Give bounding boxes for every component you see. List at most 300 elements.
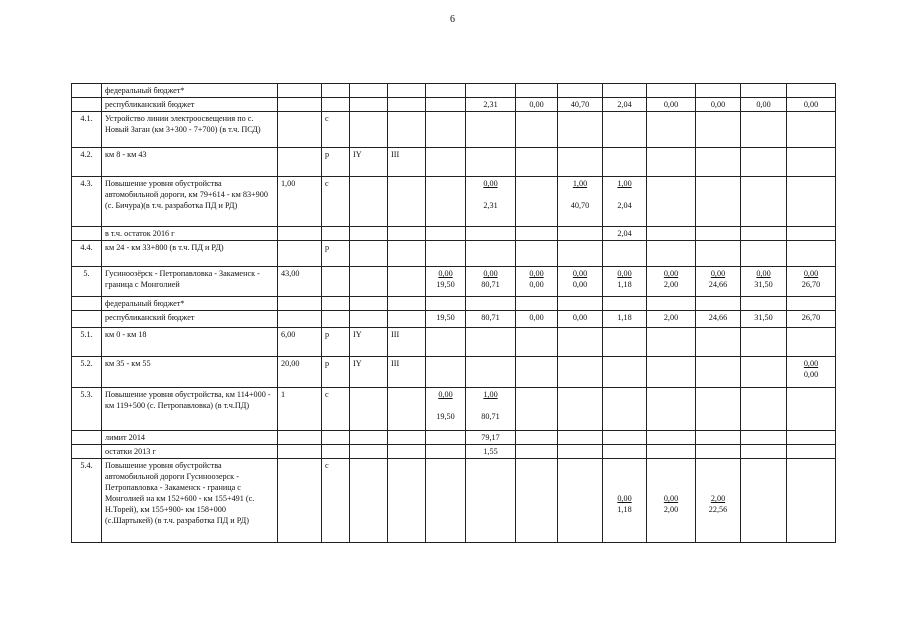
year-value-cell [466, 84, 516, 98]
row-name: в т.ч. остаток 2016 г [102, 227, 278, 241]
year-value-cell [426, 267, 466, 297]
year-value-cell [741, 311, 787, 328]
table-row [72, 98, 836, 112]
row-length [278, 98, 322, 112]
year-value-cell [696, 148, 741, 177]
year-value-cell [647, 227, 696, 241]
year-value-cell [741, 227, 787, 241]
year-value-cell [647, 267, 696, 297]
row-length [278, 459, 322, 543]
cell-value: 19,50 [436, 313, 455, 322]
table-row [72, 357, 836, 388]
row-length [278, 431, 322, 445]
cell-value: 0,00 [617, 494, 632, 503]
row-tech-class [388, 267, 426, 297]
year-value-cell [558, 112, 603, 148]
year-value-cell [466, 445, 516, 459]
year-value-cell [516, 241, 558, 267]
year-value-cell [647, 297, 696, 311]
year-value-cell [466, 227, 516, 241]
year-value-cell [696, 459, 741, 543]
row-work-type [322, 227, 350, 241]
cell-value: 24,66 [708, 280, 728, 289]
row-number: 5. [72, 267, 102, 297]
year-value-cell [741, 148, 787, 177]
year-value-cell [647, 459, 696, 543]
year-value-cell [696, 297, 741, 311]
table-row [72, 227, 836, 241]
year-value-cell [787, 148, 836, 177]
year-value-cell [647, 98, 696, 112]
cell-value: 0,00 [617, 269, 632, 278]
table-row [72, 241, 836, 267]
row-category [350, 84, 388, 98]
row-tech-class [388, 297, 426, 311]
year-value-cell [603, 357, 647, 388]
year-value-cell [426, 459, 466, 543]
year-value-cell [558, 297, 603, 311]
cell-value: 1,55 [483, 447, 498, 456]
year-value-cell [516, 388, 558, 431]
row-name: Гусиноозёрск - Петропавловка - Закаменск - граница с Монголией [102, 267, 278, 297]
year-value-cell [558, 459, 603, 543]
year-value-cell [603, 177, 647, 227]
cell-value: 2,31 [483, 201, 498, 210]
cell-value: 0,00 [483, 179, 498, 188]
row-length [278, 297, 322, 311]
year-value-cell [426, 297, 466, 311]
year-value-cell [787, 459, 836, 543]
cell-value: 79,17 [481, 433, 500, 442]
year-value-cell [787, 388, 836, 431]
year-value-cell [426, 98, 466, 112]
cell-value: 1,00 [617, 179, 632, 188]
cell-value: 26,70 [801, 313, 821, 322]
row-work-type: с [322, 177, 350, 227]
row-category [350, 388, 388, 431]
row-category [350, 241, 388, 267]
row-work-type: р [322, 241, 350, 267]
cell-value: 0,00 [529, 100, 544, 109]
row-name: км 35 - км 55 [102, 357, 278, 388]
year-value-cell [466, 431, 516, 445]
year-value-cell [466, 297, 516, 311]
year-value-cell [558, 357, 603, 388]
table-row [72, 177, 836, 227]
cell-value: 24,66 [708, 313, 728, 322]
row-length [278, 148, 322, 177]
year-value-cell [516, 328, 558, 357]
cell-value: 26,70 [801, 280, 821, 289]
row-name: Устройство линии электроосвещения по с. Новый Заган (км 3+300 - 7+700) (в т.ч. ПСД) [102, 112, 278, 148]
cell-value: 0,00 [803, 100, 819, 109]
year-value-cell [558, 227, 603, 241]
year-value-cell [647, 148, 696, 177]
row-tech-class [388, 98, 426, 112]
year-value-cell [787, 357, 836, 388]
row-work-type [322, 297, 350, 311]
row-work-type: р [322, 328, 350, 357]
year-value-cell [466, 357, 516, 388]
row-category [350, 297, 388, 311]
cell-value: 2,00 [663, 505, 679, 514]
cell-value: 0,00 [572, 313, 588, 322]
spacer [650, 482, 692, 493]
cell-value: 1,00 [483, 390, 498, 399]
cell-value: 0,00 [756, 100, 771, 109]
year-value-cell [466, 267, 516, 297]
spacer [699, 471, 737, 482]
row-name: Повышение уровня обустройства автомобильной дороги, км 79+614 - км 83+900 (с. Бичура)(в т.ч. разработка ПД и РД) [102, 177, 278, 227]
year-value-cell [466, 177, 516, 227]
cell-value: 80,71 [481, 280, 500, 289]
row-work-type: с [322, 388, 350, 431]
cell-value: 0,00 [663, 494, 679, 503]
row-tech-class [388, 112, 426, 148]
year-value-cell [787, 431, 836, 445]
year-value-cell [516, 431, 558, 445]
year-value-cell [741, 459, 787, 543]
year-value-cell [426, 431, 466, 445]
row-tech-class [388, 177, 426, 227]
spacer [699, 482, 737, 493]
row-number: 4.4. [72, 241, 102, 267]
year-value-cell [516, 148, 558, 177]
row-work-type [322, 84, 350, 98]
cell-value: 2,31 [483, 100, 498, 109]
year-value-cell [603, 459, 647, 543]
cell-value: 0,00 [803, 359, 819, 368]
cell-value: 31,50 [754, 280, 773, 289]
table-row [72, 112, 836, 148]
year-value-cell [696, 177, 741, 227]
year-value-cell [516, 459, 558, 543]
year-value-cell [516, 267, 558, 297]
row-length: 20,00 [278, 357, 322, 388]
year-value-cell [558, 445, 603, 459]
row-number [72, 311, 102, 328]
spacer [606, 189, 643, 200]
year-value-cell [466, 98, 516, 112]
table-row [72, 297, 836, 311]
row-name: республиканский бюджет [102, 98, 278, 112]
row-name: Повышение уровня обустройства автомобильной дороги Гусиноозерск - Петропавловка - Закаменск - граница с Монголией на км 152+600 - км 155+491 (с. Н.Торей), км 155+900- км 158+000 (с.Шартыкей) (в т.ч. разработка ПД и РД) [102, 459, 278, 543]
cell-value: 0,00 [710, 100, 726, 109]
year-value-cell [741, 84, 787, 98]
cell-value: 0,00 [483, 269, 498, 278]
row-work-type [322, 311, 350, 328]
row-tech-class [388, 388, 426, 431]
year-value-cell [426, 328, 466, 357]
row-number [72, 431, 102, 445]
cell-value: 1,18 [617, 280, 632, 289]
year-value-cell [426, 227, 466, 241]
row-work-type: р [322, 148, 350, 177]
year-value-cell [741, 431, 787, 445]
year-value-cell [741, 267, 787, 297]
year-value-cell [787, 98, 836, 112]
year-value-cell [787, 84, 836, 98]
year-value-cell [603, 311, 647, 328]
row-number: 4.1. [72, 112, 102, 148]
spacer [606, 482, 643, 493]
year-value-cell [603, 267, 647, 297]
year-value-cell [647, 445, 696, 459]
spacer [606, 471, 643, 482]
cell-value: 22,56 [708, 505, 728, 514]
year-value-cell [466, 241, 516, 267]
row-number [72, 227, 102, 241]
row-number [72, 98, 102, 112]
cell-value: 0,00 [529, 269, 544, 278]
year-value-cell [603, 84, 647, 98]
row-length: 1,00 [278, 177, 322, 227]
year-value-cell [696, 388, 741, 431]
cell-value: 0,00 [663, 100, 679, 109]
year-value-cell [466, 112, 516, 148]
year-value-cell [647, 388, 696, 431]
year-value-cell [696, 445, 741, 459]
table-body [72, 84, 836, 543]
year-value-cell [696, 311, 741, 328]
spacer [699, 460, 737, 471]
year-value-cell [696, 431, 741, 445]
row-name: лимит 2014 [102, 431, 278, 445]
year-value-cell [558, 241, 603, 267]
row-category: IY [350, 148, 388, 177]
year-value-cell [426, 84, 466, 98]
year-value-cell [603, 112, 647, 148]
year-value-cell [787, 241, 836, 267]
row-work-type [322, 445, 350, 459]
year-value-cell [741, 328, 787, 357]
year-value-cell [426, 177, 466, 227]
year-value-cell [696, 357, 741, 388]
table-row [72, 431, 836, 445]
row-tech-class: III [388, 148, 426, 177]
year-value-cell [516, 311, 558, 328]
row-name: федеральный бюджет* [102, 297, 278, 311]
row-category [350, 311, 388, 328]
year-value-cell [696, 112, 741, 148]
year-value-cell [741, 98, 787, 112]
row-name: остатки 2013 г [102, 445, 278, 459]
row-length [278, 227, 322, 241]
year-value-cell [603, 297, 647, 311]
row-name: км 8 - км 43 [102, 148, 278, 177]
cell-value: 2,04 [617, 229, 632, 238]
row-category [350, 112, 388, 148]
year-value-cell [466, 148, 516, 177]
cell-value: 0,00 [529, 280, 544, 289]
cell-value: 0,00 [438, 269, 453, 278]
row-length [278, 445, 322, 459]
year-value-cell [647, 177, 696, 227]
year-value-cell [603, 241, 647, 267]
year-value-cell [516, 357, 558, 388]
cell-value: 2,00 [663, 280, 679, 289]
year-value-cell [647, 328, 696, 357]
cell-value: 0,00 [572, 269, 588, 278]
row-work-type [322, 267, 350, 297]
row-tech-class [388, 431, 426, 445]
year-value-cell [696, 267, 741, 297]
year-value-cell [426, 241, 466, 267]
row-length [278, 241, 322, 267]
table-row [72, 328, 836, 357]
row-length [278, 311, 322, 328]
row-category [350, 267, 388, 297]
cell-value: 2,00 [663, 313, 679, 322]
row-number [72, 84, 102, 98]
row-category [350, 445, 388, 459]
row-work-type: с [322, 112, 350, 148]
year-value-cell [516, 297, 558, 311]
cell-value: 80,71 [481, 313, 500, 322]
table-row [72, 311, 836, 328]
row-length [278, 84, 322, 98]
table-row [72, 84, 836, 98]
row-number: 5.4. [72, 459, 102, 543]
row-tech-class: III [388, 328, 426, 357]
year-value-cell [647, 357, 696, 388]
year-value-cell [516, 112, 558, 148]
row-tech-class [388, 241, 426, 267]
table-row [72, 459, 836, 543]
year-value-cell [426, 357, 466, 388]
year-value-cell [516, 98, 558, 112]
spacer [469, 189, 512, 200]
year-value-cell [787, 112, 836, 148]
cell-value: 0,00 [756, 269, 771, 278]
year-value-cell [696, 84, 741, 98]
row-name: Повышение уровня обустройства, км 114+000 - км 119+500 (с. Петропавловка) (в т.ч.ПД) [102, 388, 278, 431]
cell-value: 0,00 [803, 370, 819, 379]
year-value-cell [696, 241, 741, 267]
row-category: IY [350, 328, 388, 357]
year-value-cell [426, 112, 466, 148]
spacer [429, 400, 462, 411]
year-value-cell [696, 98, 741, 112]
year-value-cell [787, 297, 836, 311]
year-value-cell [558, 98, 603, 112]
row-number: 4.3. [72, 177, 102, 227]
row-work-type [322, 98, 350, 112]
row-tech-class [388, 459, 426, 543]
year-value-cell [558, 328, 603, 357]
year-value-cell [741, 357, 787, 388]
year-value-cell [787, 445, 836, 459]
page-number: 6 [450, 14, 455, 25]
spacer [606, 460, 643, 471]
year-value-cell [647, 311, 696, 328]
cell-value: 1,18 [617, 313, 632, 322]
year-value-cell [787, 328, 836, 357]
cell-value: 1,00 [572, 179, 588, 188]
year-value-cell [741, 112, 787, 148]
cell-value: 40,70 [570, 100, 590, 109]
spacer [650, 460, 692, 471]
year-value-cell [558, 311, 603, 328]
row-tech-class [388, 84, 426, 98]
cell-value: 0,00 [663, 269, 679, 278]
row-length: 1 [278, 388, 322, 431]
year-value-cell [741, 445, 787, 459]
row-name: республиканский бюджет [102, 311, 278, 328]
year-value-cell [603, 431, 647, 445]
row-number [72, 297, 102, 311]
budget-table [71, 83, 836, 543]
cell-value: 31,50 [754, 313, 773, 322]
spacer [561, 189, 599, 200]
row-tech-class [388, 227, 426, 241]
row-tech-class: III [388, 357, 426, 388]
year-value-cell [787, 177, 836, 227]
row-tech-class [388, 445, 426, 459]
spacer [650, 471, 692, 482]
year-value-cell [558, 84, 603, 98]
year-value-cell [426, 445, 466, 459]
cell-value: 2,00 [710, 494, 726, 503]
year-value-cell [696, 328, 741, 357]
row-number: 5.1. [72, 328, 102, 357]
year-value-cell [516, 177, 558, 227]
row-category: IY [350, 357, 388, 388]
year-value-cell [558, 388, 603, 431]
year-value-cell [787, 227, 836, 241]
row-number: 4.2. [72, 148, 102, 177]
year-value-cell [741, 388, 787, 431]
year-value-cell [603, 98, 647, 112]
year-value-cell [603, 445, 647, 459]
year-value-cell [516, 84, 558, 98]
year-value-cell [558, 267, 603, 297]
year-value-cell [466, 328, 516, 357]
row-work-type [322, 431, 350, 445]
row-category [350, 459, 388, 543]
cell-value: 0,00 [803, 269, 819, 278]
year-value-cell [696, 227, 741, 241]
year-value-cell [647, 84, 696, 98]
cell-value: 19,50 [436, 280, 455, 289]
year-value-cell [426, 388, 466, 431]
cell-value: 0,00 [438, 390, 453, 399]
row-number [72, 445, 102, 459]
row-category [350, 227, 388, 241]
row-name: км 0 - км 18 [102, 328, 278, 357]
row-number: 5.2. [72, 357, 102, 388]
year-value-cell [466, 388, 516, 431]
table-row [72, 445, 836, 459]
year-value-cell [426, 311, 466, 328]
cell-value: 1,18 [617, 505, 632, 514]
row-name: км 24 - км 33+800 (в т.ч. ПД и РД) [102, 241, 278, 267]
year-value-cell [647, 112, 696, 148]
cell-value: 40,70 [570, 201, 590, 210]
year-value-cell [603, 227, 647, 241]
row-work-type: с [322, 459, 350, 543]
row-name: федеральный бюджет* [102, 84, 278, 98]
year-value-cell [516, 227, 558, 241]
row-length: 6,00 [278, 328, 322, 357]
year-value-cell [787, 267, 836, 297]
row-category [350, 177, 388, 227]
year-value-cell [516, 445, 558, 459]
cell-value: 2,04 [617, 100, 632, 109]
cell-value: 0,00 [529, 313, 544, 322]
year-value-cell [647, 431, 696, 445]
row-length [278, 112, 322, 148]
